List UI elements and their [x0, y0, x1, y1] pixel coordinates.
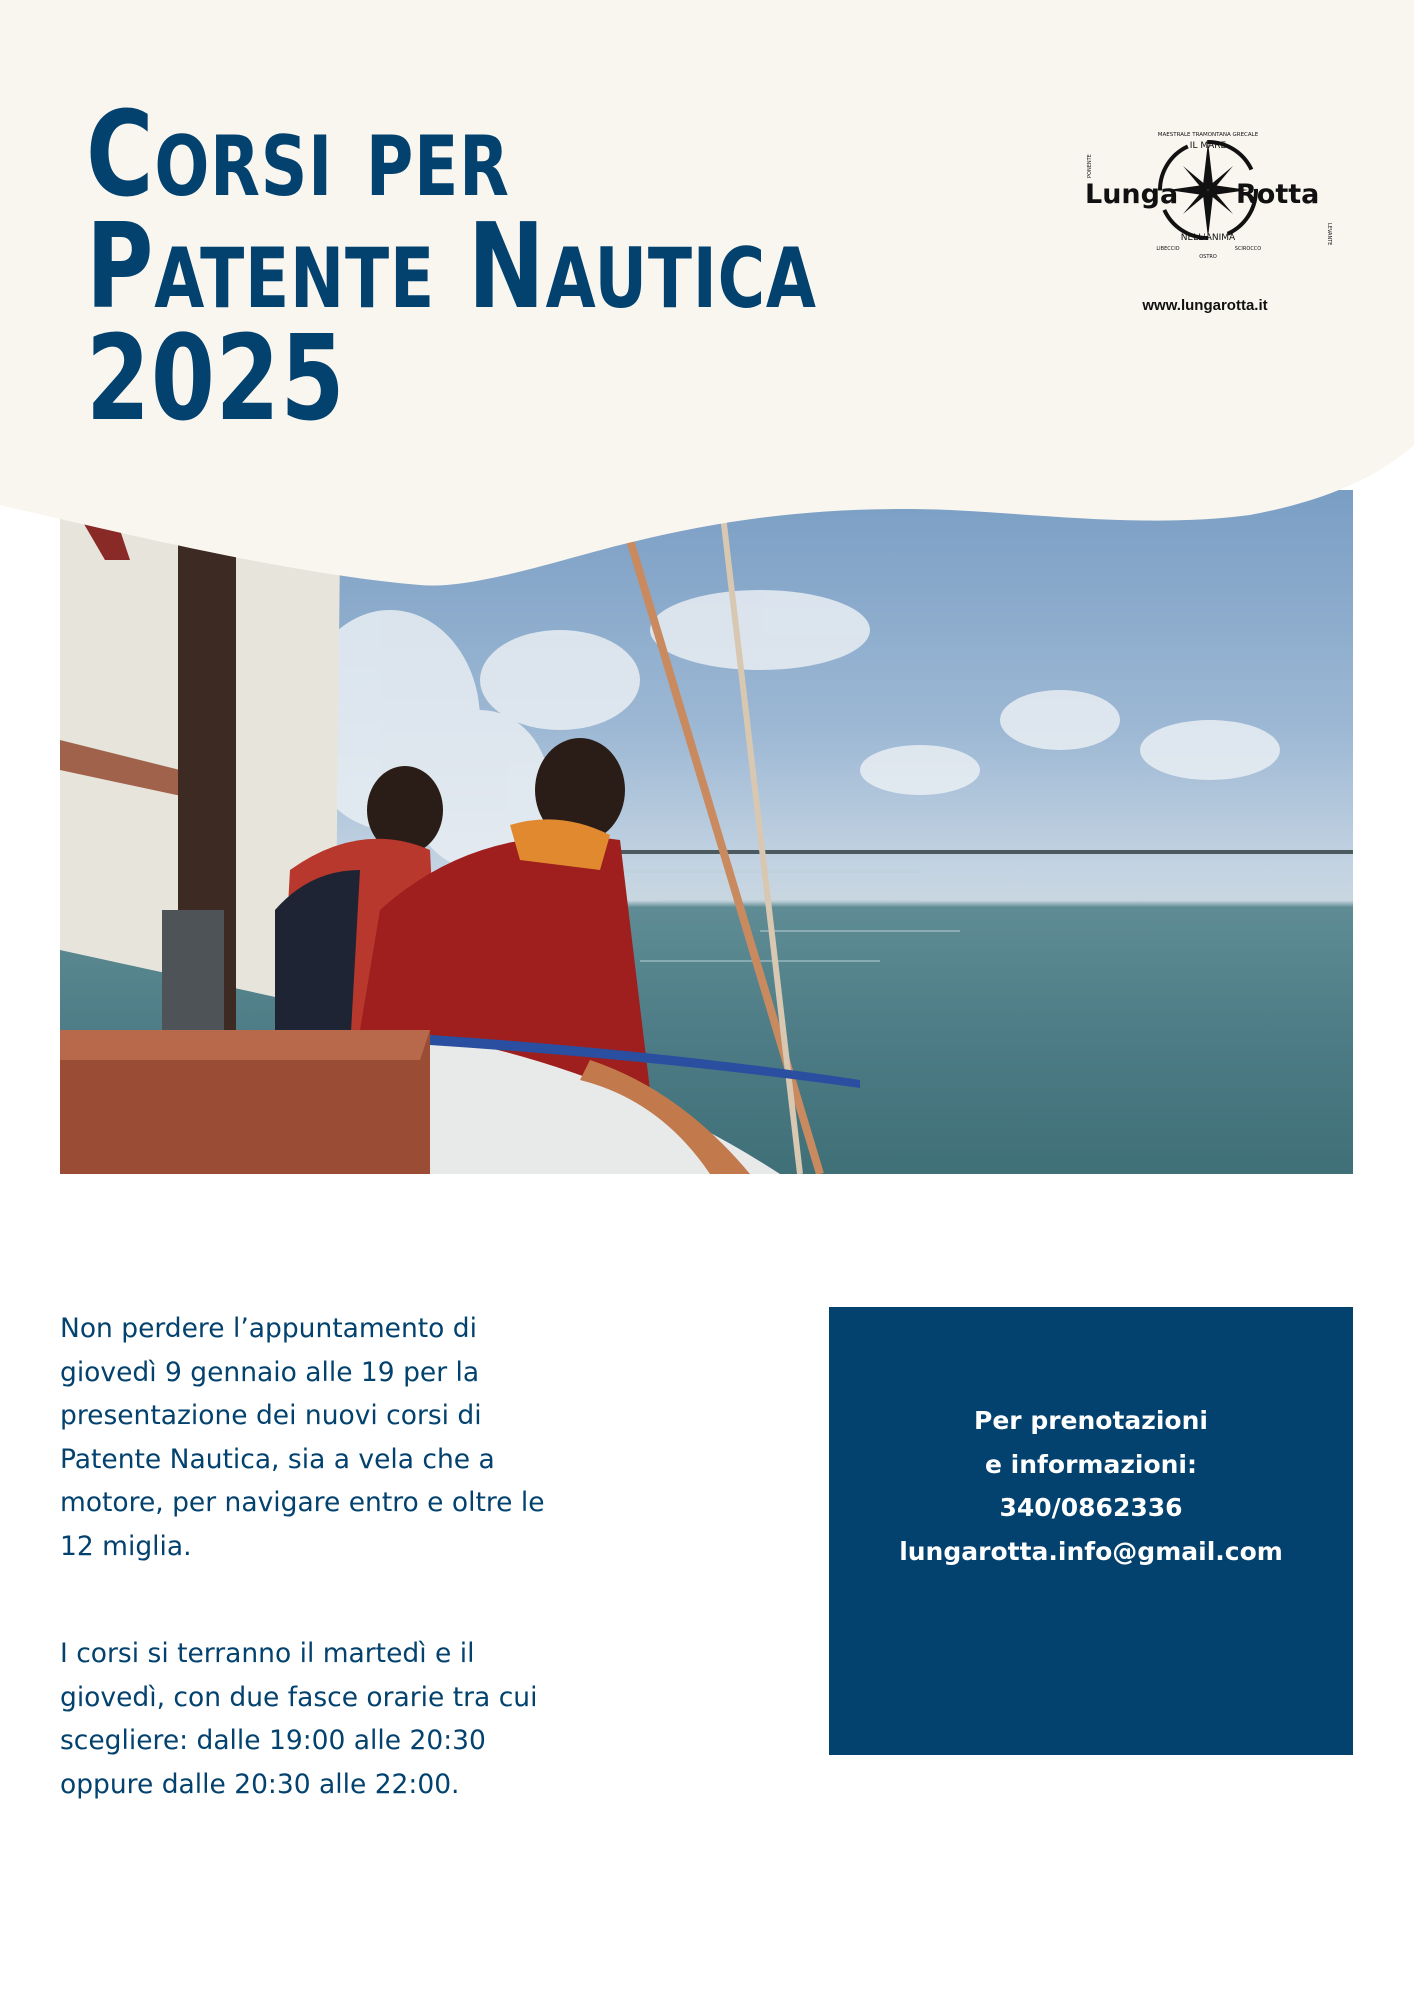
- title-line-2: Patente Nautica: [86, 197, 817, 335]
- intro-line: motore, per navigare entro e oltre le: [60, 1487, 545, 1518]
- intro-line: giovedì 9 gennaio alle 19 per la: [60, 1356, 480, 1388]
- website-link[interactable]: www.lungarotta.it: [1142, 297, 1268, 314]
- intro-line: presentazione dei nuovi corsi di: [60, 1400, 482, 1431]
- schedule-line: giovedì, con due fasce orarie tra cui: [60, 1681, 538, 1713]
- page-title: [86, 85, 817, 447]
- logo-motto-top: IL MARE: [1189, 141, 1227, 151]
- logo-wind-ostro: OSTRO: [1199, 254, 1217, 260]
- contact-phone[interactable]: 340/0862336: [999, 1493, 1183, 1522]
- logo-wind-ponente: PONENTE: [1087, 154, 1093, 178]
- logo-winds-top: MAESTRALE TRAMONTANA GRECALE: [1157, 132, 1259, 138]
- logo-wind-levante: LEVANTE: [1326, 223, 1332, 246]
- contact-heading-line-1: Per prenotazioni: [974, 1406, 1208, 1435]
- logo-name-right: Rotta: [1236, 179, 1320, 210]
- contact-box: [829, 1307, 1353, 1755]
- schedule-paragraph: [60, 1632, 700, 1806]
- logo-name-left: Lunga: [1085, 179, 1179, 210]
- intro-line: Non perdere l’appuntamento di: [60, 1313, 477, 1344]
- intro-paragraph: [60, 1307, 700, 1568]
- intro-line: 12 miglia.: [60, 1530, 192, 1562]
- contact-email[interactable]: lungarotta.info@gmail.com: [899, 1536, 1283, 1566]
- intro-line: Patente Nautica, sia a vela che a: [60, 1443, 495, 1475]
- schedule-line: oppure dalle 20:30 alle 22:00.: [60, 1768, 460, 1800]
- lungarotta-logo: [1083, 128, 1333, 268]
- title-line-3: 2025: [86, 309, 346, 447]
- logo-wind-libeccio: LIBECCIO: [1156, 246, 1180, 252]
- logo-motto-bottom: NELL'ANIMA: [1180, 233, 1236, 243]
- title-line-1: Corsi per: [86, 85, 510, 223]
- schedule-line: I corsi si terranno il martedì e il: [60, 1638, 475, 1669]
- schedule-line: scegliere: dalle 19:00 alle 20:30: [60, 1725, 486, 1756]
- logo-wind-scirocco: SCIROCCO: [1234, 246, 1262, 252]
- contact-heading-line-2: e informazioni:: [985, 1449, 1197, 1479]
